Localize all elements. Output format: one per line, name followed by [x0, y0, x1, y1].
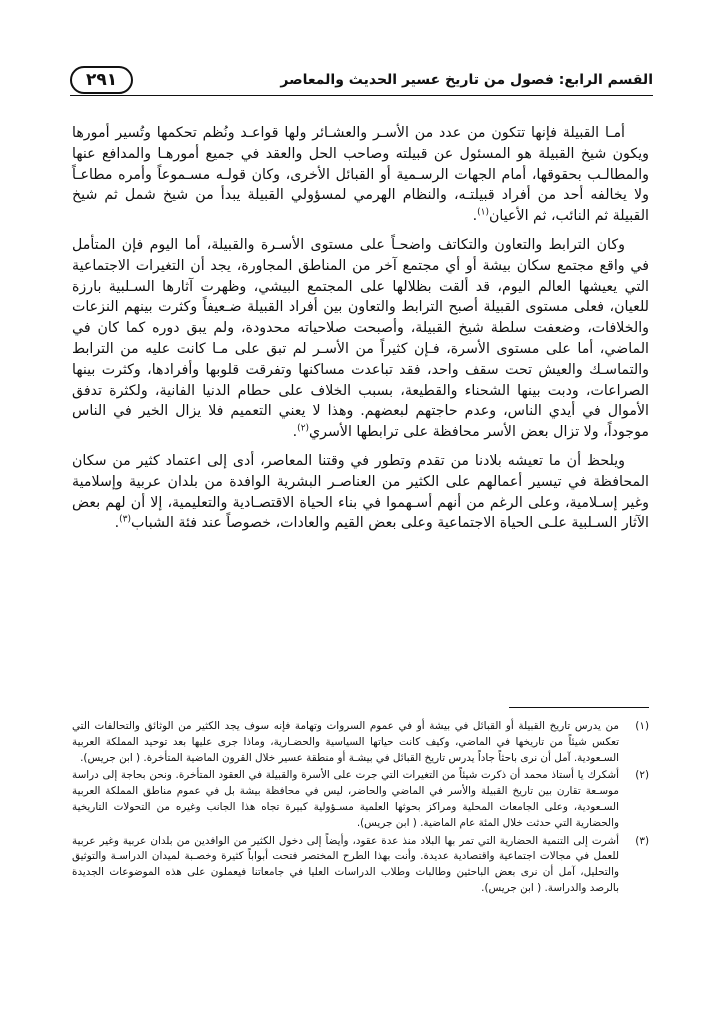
header-divider — [70, 95, 653, 96]
footnote-text: أشرت إلى التنمية الحضارية التي تمر بها البلاد منذ عدة عقود، وأيضاً إلى دخول الكثير من الوافدين من بلدان عربية وغير عربية للعمل في مجالات اجتماعية واقتصادية عديدة. وأنت بهذا الطرح المختصر فتحت أبواباً كثيرة وخصـبة لميدان الدراسـة والتوثيق والتحليل، آمل أن نرى بعض الباحثين وطالبات وطلاب الدراسات العليا في جامعاتنا فيعملون على هذه الموضوعات الجديدة بالرصد والدراسة. ( ابن جريس). — [72, 834, 619, 894]
paragraph — [72, 451, 649, 534]
paragraph-text: ويلحظ أن ما تعيشه بلادنا من تقدم وتطور في وقتنا المعاصر، أدى إلى اعتماد كثير من سكان المحافظة في تيسير أعمالهم على الكثير من العناصـر البشرية الوافدة من بلدان عربية وإسلامية وغير إسـلامية، وعلى الرغم من أنهم أسـهموا في بناء الحياة الاقتصـادية والتعليمية، إلا أن لهم بعض الآثار السـلبية علـى الحياة الاجتماعية وعلى بعض القيم والعادات، خصوصاً عند فئة الشباب — [72, 452, 649, 532]
footnote-separator — [509, 707, 649, 708]
paragraph-text: وكان الترابط والتعاون والتكاتف واضحـاً على مستوى الأسـرة والقبيلة، أما اليوم فإن المتأمل في واقع مجتمع سكان بيشة أو أي مجتمع آخر من المناطق المجاورة، يجد أن التغيرات الاجتماعية التي يعيشها العالم اليوم، قد ألقت بظلالها على المجتمع البيشي، وظهرت آثارها السـلبية بارزة للعيان، فعلى مستوى القبيلة أصبح الترابط والتعاون بين أفراد القبيلة ضـعيفاً وكثرت بينهم النزعات والخلافات، وضعفت سلطة شيخ القبيلة، وأصبحت صلاحياته محدودة، ولم يبق دوره كما كان في الماضي، أما على مستوى الأسرة، فـإن كثيراً من الأسـر لم تبق على مـا كانت عليه من الترابط والتماسـك والعيش تحت سقف واحد، فقد تباعدت مساكنها وتفرقت قلوبها وأفرادها، وكثرت بينها الصراعات، ودبت بينها الشحناء والقطيعة، بسبب الخلاف على حطام الدنيا الفانية، ولكثرة تدفق الأموال في أيدي الناس، وعدم حاجتهم لبعضهم. وهذا لا يعني التعميم فلا يزال الخير في الناس موجوداً، ولا تزال بعض الأسر محافظة على ترابطها الأسري — [72, 236, 649, 441]
footnote-ref: (٢) — [297, 423, 310, 434]
footnote-text: من يدرس تاريخ القبيلة أو القبائل في بيشة أو في عموم السروات وتهامة فإنه سوف يجد الكثير من الوثائق والتحالفات التي تعكس شيئاً من تاريخها في الماضي، وكيف كانت حياتها السياسية والحضـارية، وماذا جرى عليها بعد توحيد المملكة العربية السـعودية. آمل أن نرى باحثاً جاداً يدرس تاريخ القبائل في بيشـة أو منطقة عسير خلال القرون الماضية المتأخرة. ( ابن جريس). — [72, 720, 619, 764]
paragraph-end: . — [292, 424, 298, 441]
footnote-number: (١) — [635, 720, 649, 732]
footnote — [72, 768, 649, 831]
footnote — [72, 719, 649, 766]
footnotes — [72, 719, 649, 899]
paragraph-end: . — [472, 208, 478, 225]
footnote-number: (٢) — [635, 769, 649, 782]
paragraph-end: . — [114, 515, 120, 532]
page-number: ٢٩١ — [70, 66, 133, 94]
paragraph — [72, 235, 649, 443]
footnote-text: أشكرك يا أستاذ محمد أن ذكرت شيئاً من التغيرات التي جرت على الأسرة والقبيلة في العقود المتأخرة. ونحن بحاجة إلى دراسة موسـعة تقارن بين تاريخ القبيلة والأسر في الماضي والحاضر، ليس في محافظة بيشة بل في عموم مناطق المملكة العربية السـعودية، وعلى الجامعات المحلية ومراكز بحوثها العلمية مسـؤولية كبيرة تجاه هذا الجانب وغيره من التحولات التاريخية والحضارية التي حدثت خلال المئة عام الماضية. ( ابن جريس). — [72, 769, 619, 829]
footnote — [72, 834, 649, 897]
main-text — [72, 123, 649, 542]
section-title: القسم الرابع: فصول من تاريخ عسير الحديث والمعاصر — [280, 72, 653, 88]
footnote-ref: (٣) — [119, 514, 132, 525]
footnote-number: (٣) — [635, 834, 649, 847]
footnote-ref: (١) — [477, 207, 490, 218]
running-header — [70, 66, 653, 100]
paragraph-text: أمـا القبيلة فإنها تتكون من عدد من الأسـر والعشـائر ولها قواعـد ونُظم تحكمها وتُسير أمورها ويكون شيخ القبيلة هو المسئول عن قبيلته وصاحب الحل والعقد في جميع أمورهـا والمدافع عنها والمطالـب بحقوقها، أمام الجهات الرسـمية أو القبائل الأخرى، وكان قولـه مسـموعاً وأمره مطاعـاً ولا يخالفه أحد من أفراد قبيلتـه، والنظام الهرمي لمسؤولي القبيلة يبدأ من شيخ شمل ثم شيخ القبيلة ثم النائب، ثم الأعيان — [72, 125, 649, 225]
paragraph — [72, 123, 649, 227]
